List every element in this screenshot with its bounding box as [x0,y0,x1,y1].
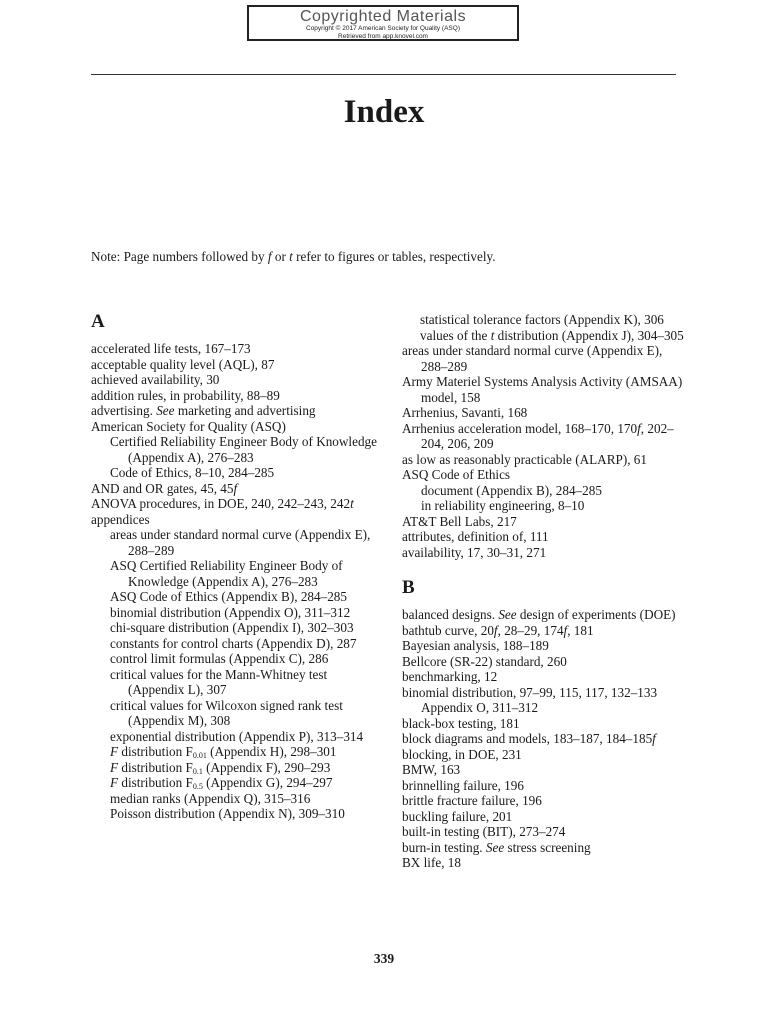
index-entry: appendices [91,511,150,527]
index-entry: achieved availability, 30 [91,372,220,387]
index-entry: Army Materiel Systems Analysis Activity (AMSAA) model, 158 [402,374,683,405]
index-subentry: Code of Ethics, 8–10, 284–285 [110,465,275,480]
index-note: Note: Page numbers followed by f or t refer to figures or tables, respectively. [91,249,496,264]
page-number: 339 [373,951,395,966]
index-subentry: areas under standard normal curve (Appendix E), 288–289 [110,527,371,558]
index-entry: benchmarking, 12 [402,669,498,684]
index-subentry: ASQ Code of Ethics (Appendix B), 284–285 [110,589,347,604]
index-subentry: statistical tolerance factors (Appendix K), 306 [420,312,664,327]
index-entry: brinnelling failure, 196 [402,777,524,793]
banner-retrieved: Retrieved from app.knovel.com [338,32,428,40]
index-entry: acceptable quality level (AQL), 87 [91,356,275,372]
section-letter-b: B [402,577,415,598]
index-entry: balanced designs. See design of experiments (DOE) [402,607,676,622]
index-entry: AT&T Bell Labs, 217 [402,513,517,529]
index-subentry: Certified Reliability Engineer Body of Knowledge (Appendix A), 276–283 [110,434,377,465]
header-rule [91,74,676,75]
index-subentry: in reliability engineering, 8–10 [421,498,585,513]
index-entry: brittle fracture failure, 196 [402,793,542,808]
index-entry: Arrhenius acceleration model, 168–170, 170f, 202–204, 206, 209 [402,420,674,451]
index-subentry: Poisson distribution (Appendix N), 309–310 [110,806,345,821]
index-entry: built-in testing (BIT), 273–274 [402,824,566,839]
index-entry: bathtub curve, 20f, 28–29, 174f, 181 [402,622,594,638]
index-entry: burn-in testing. See stress screening [402,839,591,855]
index-column-right [402,312,692,871]
index-subentry: Appendix O, 311–312 [421,700,539,715]
banner-title: Copyrighted Materials [299,8,467,25]
index-subentry: chi-square distribution (Appendix I), 302–303 [110,620,354,635]
index-entry: binomial distribution, 97–99, 115, 117, 132–133 [402,684,658,700]
index-entry: advertising. See marketing and advertising [91,403,316,418]
section-letter-a: A [91,311,105,332]
index-subentry: binomial distribution (Appendix O), 311–312 [110,604,351,620]
index-entry: ANOVA procedures, in DOE, 240, 242–243, 242t [91,496,354,511]
index-entry: block diagrams and models, 183–187, 184–185f [402,731,656,746]
index-subentry: constants for control charts (Appendix D), 287 [110,635,357,651]
index-entry: areas under standard normal curve (Appendix E), 288–289 [402,343,663,374]
index-entry: American Society for Quality (ASQ) [91,418,286,434]
index-entry: buckling failure, 201 [402,808,513,824]
index-entry: black-box testing, 181 [402,715,520,731]
index-subentry: F distribution $F_{0.1}$ (Appendix F), 290–293 [110,759,331,776]
index-entry: BX life, 18 [402,855,461,870]
section-gap [402,560,692,576]
index-entry: AND and OR gates, 45, 45f [91,480,238,496]
index-entry: blocking, in DOE, 231 [402,746,522,762]
index-subentry: control limit formulas (Appendix C), 286 [110,651,329,666]
index-entry: attributes, definition of, 111 [402,529,549,544]
index-subentry: median ranks (Appendix Q), 315–316 [110,790,311,806]
index-subentry: F distribution $F_{0.5}$ (Appendix G), 294–297 [110,775,333,791]
index-entry: BMW, 163 [402,762,461,777]
index-subentry: ASQ Certified Reliability Engineer Body of Knowledge (Appendix A), 276–283 [110,558,343,589]
index-subentry: document (Appendix B), 284–285 [421,482,602,498]
index-entry: as low as reasonably practicable (ALARP), 61 [402,451,647,467]
index-subentry: values of the t distribution (Appendix J), 304–305 [420,327,684,343]
index-entry: addition rules, in probability, 88–89 [91,387,280,403]
index-entry: ASQ Code of Ethics [402,467,511,482]
index-subentry: exponential distribution (Appendix P), 313–314 [110,728,364,744]
index-entry: Bayesian analysis, 188–189 [402,638,549,653]
index-entry: accelerated life tests, 167–173 [91,341,251,356]
index-subentry: critical values for Wilcoxon signed rank test (Appendix M), 308 [110,697,343,728]
index-subentry: F distribution $F_{0.01}$ (Appendix H), 298–301 [110,744,337,760]
index-entry: Bellcore (SR-22) standard, 260 [402,653,567,669]
page-title: Index [343,94,425,130]
index-entry: Arrhenius, Savanti, 168 [402,405,528,420]
copyright-banner [247,5,519,41]
index-entry: availability, 17, 30–31, 271 [402,544,547,560]
index-column-left [91,310,381,822]
banner-copyright: Copyright © 2017 American Society for Quality (ASQ) [306,25,460,32]
index-subentry: critical values for the Mann-Whitney test (Appendix L), 307 [110,666,328,697]
